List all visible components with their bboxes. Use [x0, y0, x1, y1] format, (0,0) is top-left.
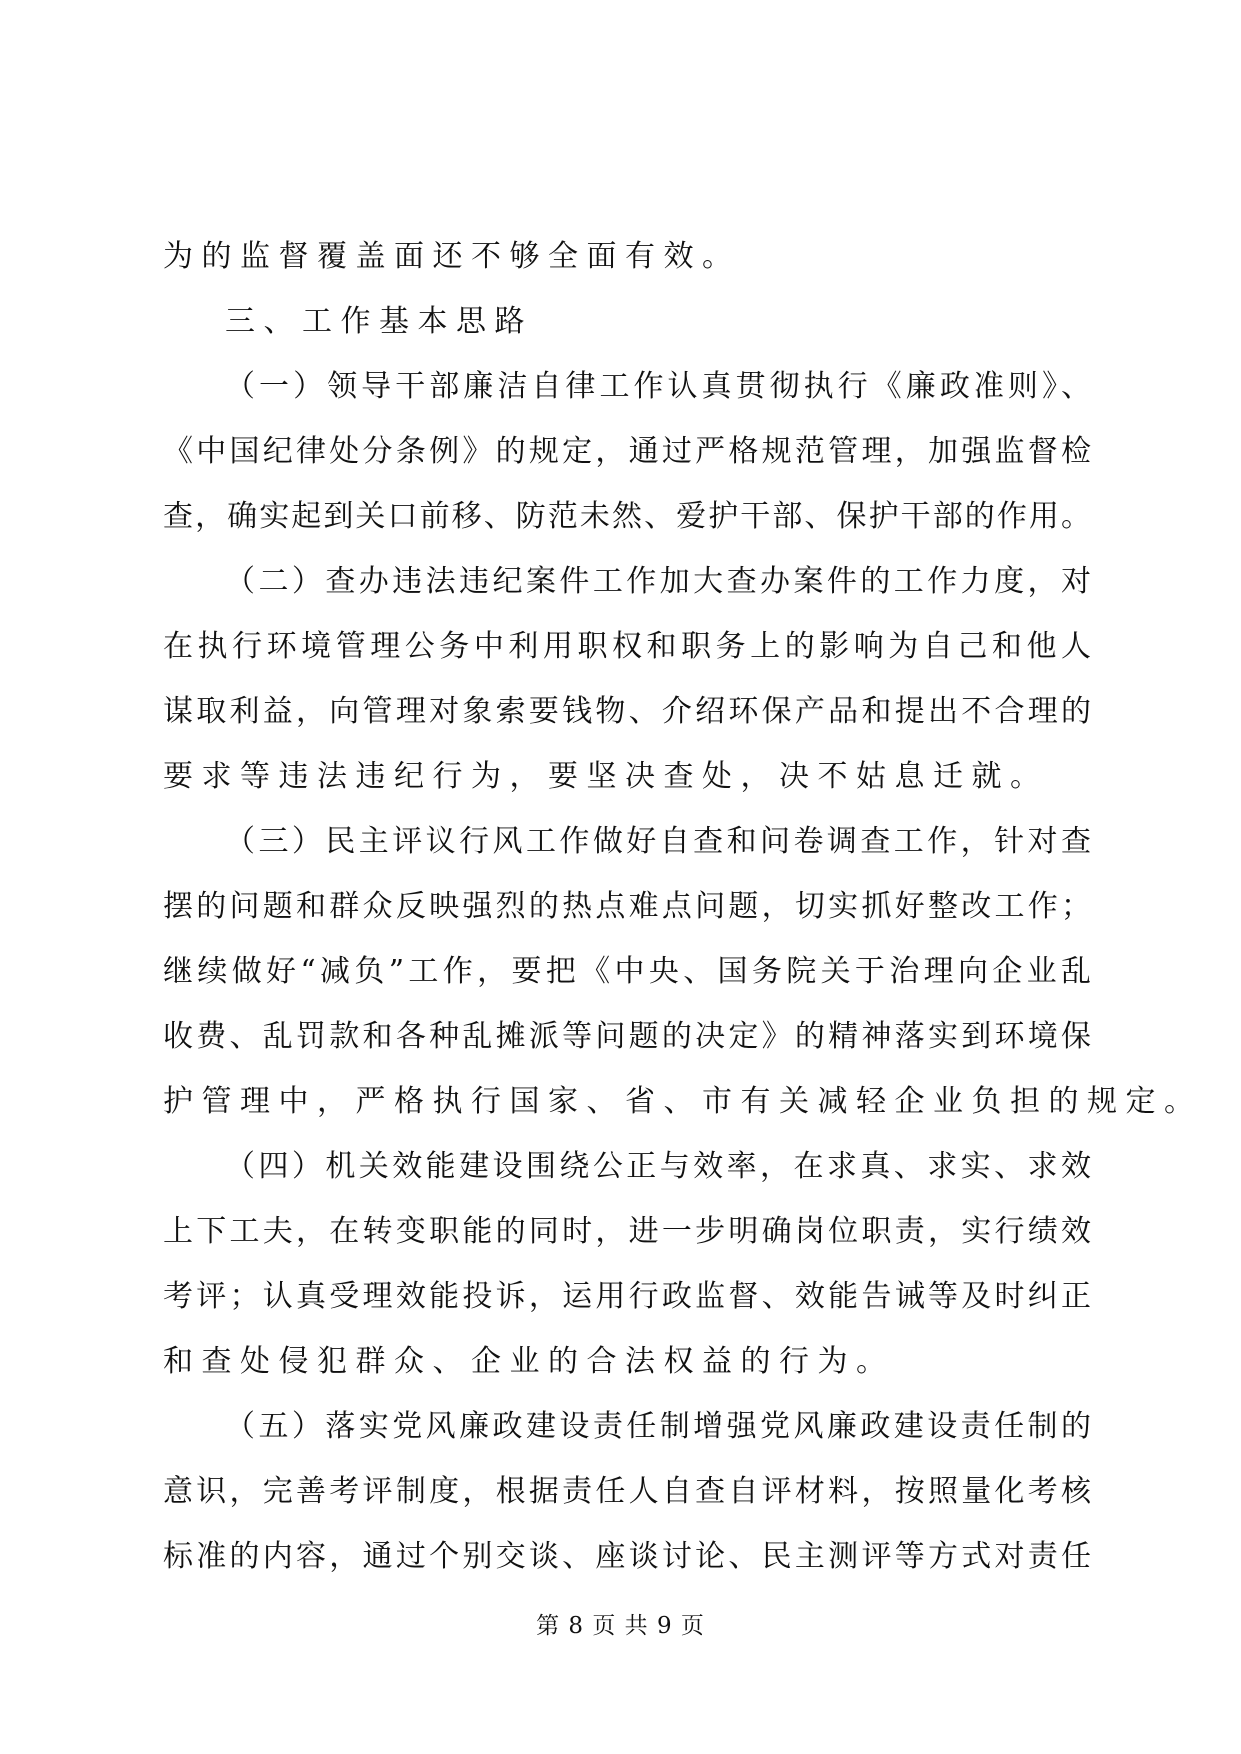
text-line: 三、工作基本思路	[225, 304, 533, 339]
text-line: 护管理中，严格执行国家、省、市有关减轻企业负担的规定。	[163, 1084, 1203, 1119]
text-line: （一）领导干部廉洁自律工作认真贯彻执行《廉政准则》、	[225, 369, 1091, 404]
text-line: 继续做好“减负”工作，要把《中央、国务院关于治理向企业乱	[163, 954, 1091, 989]
text-line: 标准的内容，通过个别交谈、座谈讨论、民主测评等方式对责任	[163, 1539, 1091, 1574]
page-footer: 第 8 页 共 9 页	[536, 1613, 705, 1639]
text-line: 摆的问题和群众反映强烈的热点难点问题，切实抓好整改工作；	[163, 889, 1091, 924]
text-line: （三）民主评议行风工作做好自查和问卷调查工作，针对查	[225, 824, 1091, 859]
text-line: 要求等违法违纪行为，要坚决查处，决不姑息迁就。	[163, 759, 1049, 794]
text-line: （二）查办违法违纪案件工作加大查办案件的工作力度，对	[225, 564, 1091, 599]
text-line: （四）机关效能建设围绕公正与效率，在求真、求实、求效	[225, 1149, 1091, 1184]
text-line: 上下工夫，在转变职能的同时，进一步明确岗位职责，实行绩效	[163, 1214, 1091, 1249]
text-line: 意识，完善考评制度，根据责任人自查自评材料，按照量化考核	[163, 1474, 1091, 1509]
text-line: 收费、乱罚款和各种乱摊派等问题的决定》的精神落实到环境保	[163, 1019, 1091, 1054]
text-line: （五）落实党风廉政建设责任制增强党风廉政建设责任制的	[225, 1409, 1091, 1444]
text-line: 查，确实起到关口前移、防范未然、爱护干部、保护干部的作用。	[163, 499, 1091, 534]
text-line: 《中国纪律处分条例》的规定，通过严格规范管理，加强监督检	[163, 434, 1091, 469]
text-line: 考评；认真受理效能投诉，运用行政监督、效能告诫等及时纠正	[163, 1279, 1091, 1314]
text-line: 和查处侵犯群众、企业的合法权益的行为。	[163, 1344, 895, 1379]
text-line: 谋取利益，向管理对象索要钱物、介绍环保产品和提出不合理的	[163, 694, 1091, 729]
text-line: 为的监督覆盖面还不够全面有效。	[163, 239, 741, 274]
body-text	[163, 224, 1203, 1589]
text-line: 在执行环境管理公务中利用职权和职务上的影响为自己和他人	[163, 629, 1091, 664]
